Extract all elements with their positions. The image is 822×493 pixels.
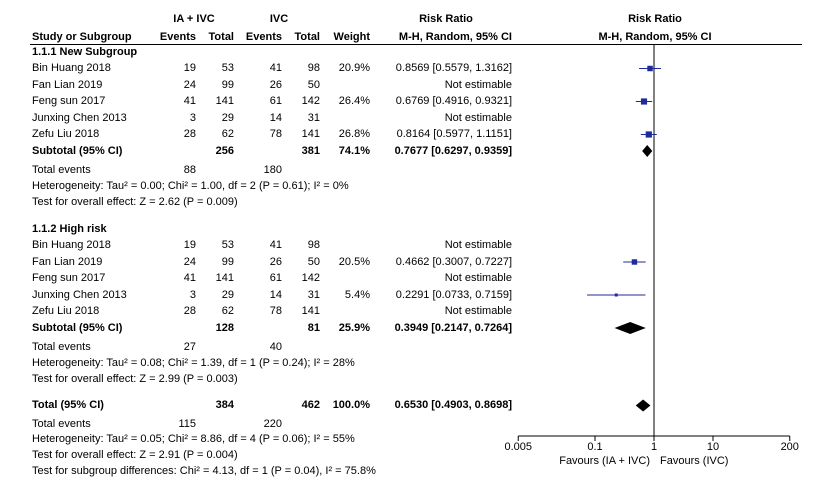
study-name: Feng sun 2017 bbox=[32, 95, 106, 107]
study-marker bbox=[615, 294, 618, 297]
total2: 141 bbox=[301, 305, 320, 317]
heterogeneity: Heterogeneity: Tau² = 0.00; Chi² = 1.00, df = 2 (P = 0.61); I² = 0% bbox=[32, 179, 349, 192]
total2: 98 bbox=[307, 62, 320, 74]
pooled-diamond bbox=[642, 145, 652, 157]
events2: 41 bbox=[269, 239, 282, 251]
total1: 62 bbox=[221, 305, 234, 317]
total1: 141 bbox=[215, 95, 234, 107]
total-events-label: Total events bbox=[32, 418, 91, 430]
group2-header: IVC bbox=[269, 13, 289, 25]
risk-ratio-ci: Not estimable bbox=[444, 239, 512, 251]
overall-effect: Test for overall effect: Z = 2.99 (P = 0.003) bbox=[32, 372, 238, 385]
subtotal-ci: 0.3949 [0.2147, 0.7264] bbox=[394, 321, 512, 334]
overall-effect: Test for overall effect: Z = 2.62 (P = 0.009) bbox=[32, 195, 238, 208]
events1: 3 bbox=[189, 288, 196, 301]
total2: 98 bbox=[307, 239, 320, 251]
total2: 50 bbox=[307, 255, 320, 268]
subtotal-weight: 25.9% bbox=[338, 321, 370, 334]
total-t1: 384 bbox=[215, 399, 234, 411]
total-events-label: Total events bbox=[32, 340, 91, 353]
total1: 141 bbox=[215, 272, 234, 284]
subgroup-title: 1.1.2 High risk bbox=[32, 223, 107, 235]
events1: 3 bbox=[189, 111, 196, 124]
study-name: Junxing Chen 2013 bbox=[32, 111, 127, 124]
total-events-e2: 220 bbox=[263, 418, 282, 430]
risk-ratio-plot-header: Risk Ratio bbox=[628, 13, 682, 25]
total1: 62 bbox=[221, 128, 234, 140]
total2: 142 bbox=[301, 272, 320, 284]
total-weight: 100.0% bbox=[332, 399, 370, 411]
events1: 19 bbox=[183, 62, 196, 74]
events2: 61 bbox=[269, 272, 282, 284]
subgroup-title: 1.1.1 New Subgroup bbox=[32, 46, 138, 58]
study-name: Fan Lian 2019 bbox=[32, 78, 103, 91]
study-marker bbox=[641, 98, 647, 104]
total1: 99 bbox=[221, 255, 234, 268]
events2: 26 bbox=[269, 78, 282, 91]
total2: 31 bbox=[307, 111, 320, 124]
risk-ratio-ci: 0.8164 [0.5977, 1.1151] bbox=[396, 128, 512, 140]
events1: 24 bbox=[183, 255, 196, 268]
x-tick-label: 1 bbox=[650, 441, 658, 453]
total-events-e2: 180 bbox=[263, 163, 282, 176]
weight: 20.5% bbox=[338, 255, 370, 268]
events2: 14 bbox=[269, 111, 282, 124]
favours-right-label: Favours (IVC) bbox=[660, 455, 729, 467]
subtotal-label: Subtotal (95% CI) bbox=[32, 144, 123, 157]
weight: 5.4% bbox=[344, 288, 370, 301]
total-events-e1: 27 bbox=[183, 340, 196, 353]
subtotal-t1: 256 bbox=[215, 144, 234, 157]
subgroup-differences-test: Test for subgroup differences: Chi² = 4.13, df = 1 (P = 0.04), I² = 75.8% bbox=[32, 465, 376, 477]
total2-header: Total bbox=[294, 31, 320, 43]
subtotal-t2: 381 bbox=[301, 144, 320, 157]
weight: 26.8% bbox=[338, 128, 370, 140]
events2: 61 bbox=[269, 95, 282, 107]
subtotal-ci: 0.7677 [0.6297, 0.9359] bbox=[394, 144, 512, 157]
risk-ratio-ci: 0.6769 [0.4916, 0.9321] bbox=[395, 95, 512, 107]
total-t2: 462 bbox=[301, 399, 320, 411]
risk-ratio-ci: Not estimable bbox=[444, 111, 512, 124]
study-marker bbox=[647, 66, 652, 71]
events1: 28 bbox=[183, 305, 196, 317]
events2: 78 bbox=[269, 128, 282, 140]
pooled-diamond bbox=[636, 400, 651, 412]
method-plot-header: M-H, Random, 95% CI bbox=[598, 31, 712, 43]
subtotal-t2: 81 bbox=[307, 321, 320, 334]
study-name: Fan Lian 2019 bbox=[32, 255, 103, 268]
events1: 28 bbox=[183, 128, 196, 140]
total1: 29 bbox=[221, 111, 234, 124]
study-name: Bin Huang 2018 bbox=[32, 239, 111, 251]
events1: 24 bbox=[183, 78, 196, 91]
study-marker bbox=[646, 131, 652, 137]
events1: 41 bbox=[183, 95, 196, 107]
study-header: Study or Subgroup bbox=[32, 31, 132, 43]
study-name: Feng sun 2017 bbox=[32, 272, 106, 284]
x-tick-label: 0.1 bbox=[587, 441, 603, 453]
total-overall-effect: Test for overall effect: Z = 2.91 (P = 0.004) bbox=[32, 449, 238, 461]
events1: 41 bbox=[183, 272, 196, 284]
study-name: Zefu Liu 2018 bbox=[32, 305, 100, 317]
total-ci: 0.6530 [0.4903, 0.8698] bbox=[394, 399, 512, 411]
method-header: M-H, Random, 95% CI bbox=[398, 31, 512, 43]
study-name: Bin Huang 2018 bbox=[32, 62, 111, 74]
total1: 29 bbox=[221, 288, 234, 301]
weight-header: Weight bbox=[333, 31, 370, 43]
risk-ratio-ci: 0.8569 [0.5579, 1.3162] bbox=[395, 62, 512, 74]
total-events-e2: 40 bbox=[269, 340, 282, 353]
pooled-diamond bbox=[615, 322, 646, 334]
total1: 53 bbox=[221, 239, 234, 251]
weight: 20.9% bbox=[338, 62, 370, 74]
heterogeneity: Heterogeneity: Tau² = 0.08; Chi² = 1.39, df = 1 (P = 0.24); I² = 28% bbox=[32, 356, 355, 369]
events2: 14 bbox=[269, 288, 282, 301]
subtotal-label: Subtotal (95% CI) bbox=[32, 321, 123, 334]
risk-ratio-header: Risk Ratio bbox=[419, 13, 473, 25]
x-tick-label: 0.005 bbox=[504, 441, 532, 453]
total2: 142 bbox=[301, 95, 320, 107]
total1-header: Total bbox=[208, 31, 234, 43]
weight: 26.4% bbox=[338, 95, 370, 107]
total2: 141 bbox=[301, 128, 320, 140]
x-tick-label: 10 bbox=[706, 441, 720, 453]
total1: 99 bbox=[221, 78, 234, 91]
total-heterogeneity: Heterogeneity: Tau² = 0.05; Chi² = 8.86, df = 4 (P = 0.06); I² = 55% bbox=[32, 433, 355, 445]
total2: 50 bbox=[307, 78, 320, 91]
risk-ratio-ci: 0.4662 [0.3007, 0.7227] bbox=[395, 255, 512, 268]
events2-header: Events bbox=[245, 31, 282, 43]
risk-ratio-ci: Not estimable bbox=[444, 272, 512, 284]
total-events-label: Total events bbox=[32, 163, 91, 176]
study-name: Junxing Chen 2013 bbox=[32, 288, 127, 301]
events2: 26 bbox=[269, 255, 282, 268]
study-name: Zefu Liu 2018 bbox=[32, 128, 100, 140]
risk-ratio-ci: 0.2291 [0.0733, 0.7159] bbox=[395, 288, 512, 301]
group1-header: IA + IVC bbox=[173, 13, 215, 25]
favours-left-label: Favours (IA + IVC) bbox=[559, 455, 650, 467]
x-tick-label: 200 bbox=[780, 441, 799, 453]
events1: 19 bbox=[183, 239, 196, 251]
subtotal-t1: 128 bbox=[215, 321, 234, 334]
risk-ratio-ci: Not estimable bbox=[444, 78, 512, 91]
total1: 53 bbox=[221, 62, 234, 74]
risk-ratio-ci: Not estimable bbox=[444, 305, 512, 317]
events1-header: Events bbox=[159, 31, 196, 43]
events2: 78 bbox=[269, 305, 282, 317]
total2: 31 bbox=[307, 288, 320, 301]
events2: 41 bbox=[269, 62, 282, 74]
total-label: Total (95% CI) bbox=[32, 399, 104, 411]
study-marker bbox=[632, 259, 637, 264]
total-events-e1: 88 bbox=[183, 163, 196, 176]
total-events-e1: 115 bbox=[178, 418, 196, 430]
subtotal-weight: 74.1% bbox=[338, 144, 370, 157]
